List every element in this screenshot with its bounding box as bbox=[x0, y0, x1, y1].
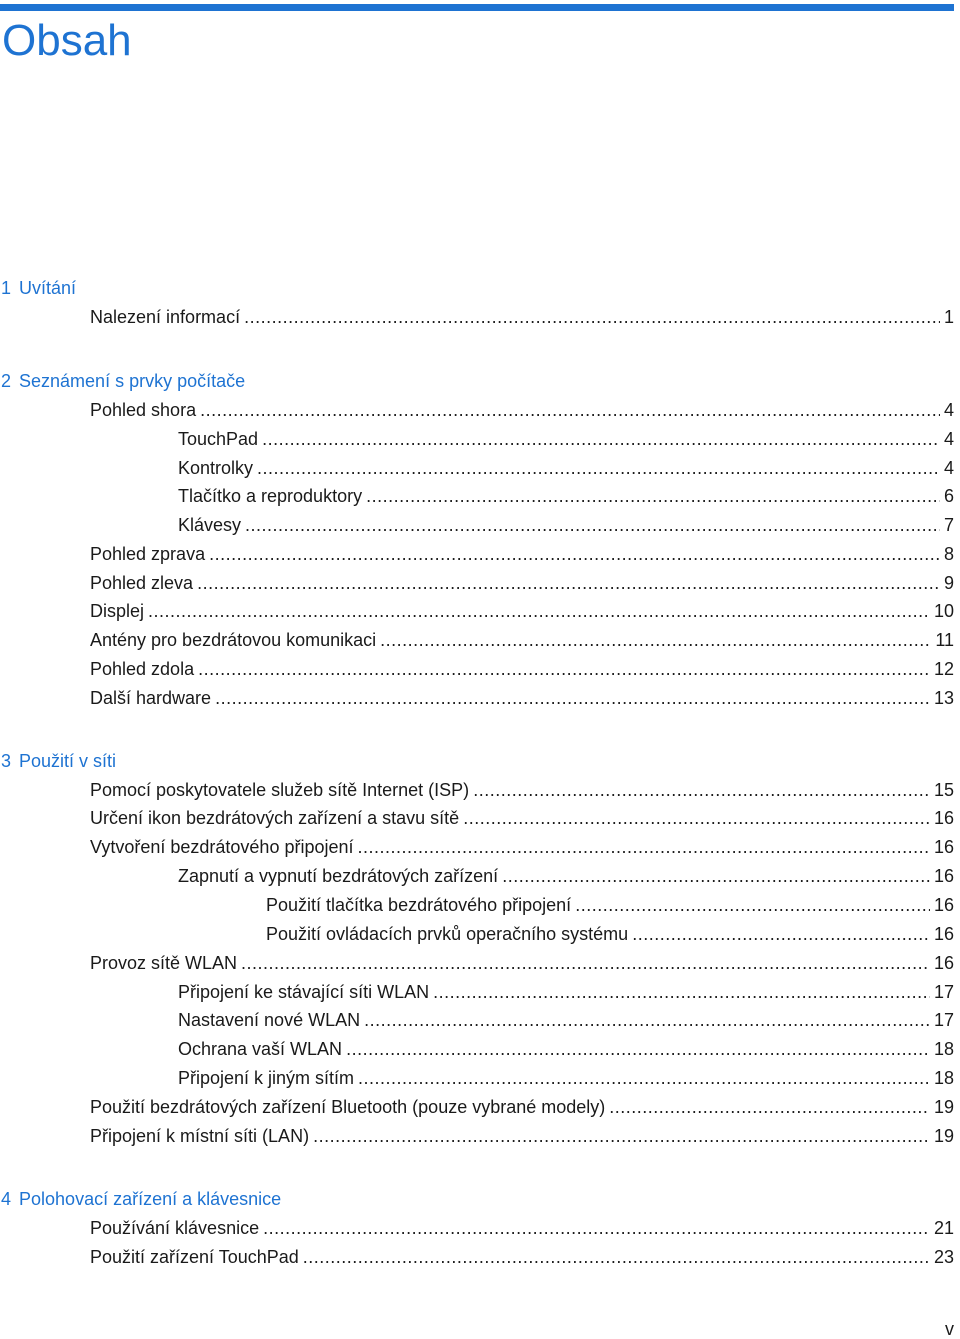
entry-label: Tlačítko a reproduktory bbox=[178, 486, 363, 506]
entry-label: Vytvoření bezdrátového připojení bbox=[90, 837, 354, 857]
dot-leader bbox=[463, 806, 930, 830]
toc-chapter-1[interactable] bbox=[1, 276, 954, 300]
dot-leader bbox=[358, 1066, 930, 1090]
entry-label: Použití ovládacích prvků operačního systému bbox=[266, 924, 629, 944]
entry-label: Používání klávesnice bbox=[90, 1218, 260, 1238]
dot-leader bbox=[433, 980, 930, 1004]
toc-entry[interactable] bbox=[90, 806, 954, 830]
toc-entry[interactable] bbox=[90, 571, 954, 595]
entry-page: 23 bbox=[933, 1247, 954, 1267]
entry-page: 18 bbox=[933, 1039, 954, 1059]
page-number: v bbox=[945, 1319, 954, 1339]
entry-page: 7 bbox=[943, 515, 954, 535]
entry-page: 16 bbox=[933, 895, 954, 915]
dot-leader bbox=[241, 951, 930, 975]
entry-page: 13 bbox=[933, 688, 954, 708]
dot-leader bbox=[366, 484, 940, 508]
dot-leader bbox=[245, 513, 940, 537]
toc-entry[interactable] bbox=[178, 864, 954, 888]
entry-label: Připojení k jiným sítím bbox=[178, 1068, 355, 1088]
chapter-number: 4 bbox=[1, 1189, 12, 1209]
entry-page: 16 bbox=[933, 837, 954, 857]
entry-label: Použití tlačítka bezdrátového připojení bbox=[266, 895, 572, 915]
dot-leader bbox=[575, 893, 930, 917]
entry-page: 19 bbox=[933, 1097, 954, 1117]
entry-page: 16 bbox=[933, 808, 954, 828]
entry-label: Pomocí poskytovatele služeb sítě Internet (ISP) bbox=[90, 780, 470, 800]
entry-page: 16 bbox=[933, 953, 954, 973]
toc-entry[interactable] bbox=[90, 542, 954, 566]
toc-entry[interactable] bbox=[90, 1216, 954, 1240]
dot-leader bbox=[380, 628, 931, 652]
toc-entry[interactable] bbox=[178, 456, 954, 480]
entry-label: TouchPad bbox=[178, 429, 259, 449]
entry-label: Ochrana vaší WLAN bbox=[178, 1039, 343, 1059]
toc-chapter-4[interactable] bbox=[1, 1187, 954, 1211]
toc-entry[interactable] bbox=[90, 1124, 954, 1148]
chapter-title: Seznámení s prvky počítače bbox=[19, 371, 246, 391]
entry-page: 17 bbox=[933, 1010, 954, 1030]
toc-entry[interactable] bbox=[90, 398, 954, 422]
entry-page: 16 bbox=[933, 924, 954, 944]
toc-entry[interactable] bbox=[178, 980, 954, 1004]
dot-leader bbox=[502, 864, 930, 888]
entry-page: 6 bbox=[943, 486, 954, 506]
toc-entry[interactable] bbox=[178, 427, 954, 451]
entry-label: Kontrolky bbox=[178, 458, 254, 478]
dot-leader bbox=[263, 1216, 930, 1240]
entry-page: 4 bbox=[943, 458, 954, 478]
chapter-title: Použití v síti bbox=[19, 751, 117, 771]
title-rule bbox=[0, 4, 954, 11]
entry-page: 21 bbox=[933, 1218, 954, 1238]
dot-leader bbox=[148, 599, 930, 623]
entry-page: 17 bbox=[933, 982, 954, 1002]
toc-chapter-3[interactable] bbox=[1, 749, 954, 773]
entry-page: 1 bbox=[943, 307, 954, 327]
dot-leader bbox=[200, 398, 940, 422]
toc-entry[interactable] bbox=[90, 305, 954, 329]
entry-page: 4 bbox=[943, 400, 954, 420]
entry-label: Displej bbox=[90, 601, 145, 621]
toc-entry[interactable] bbox=[266, 893, 954, 917]
dot-leader bbox=[473, 778, 930, 802]
entry-page: 4 bbox=[943, 429, 954, 449]
chapter-title: Polohovací zařízení a klávesnice bbox=[19, 1189, 282, 1209]
toc-entry[interactable] bbox=[178, 484, 954, 508]
entry-page: 15 bbox=[933, 780, 954, 800]
entry-label: Nastavení nové WLAN bbox=[178, 1010, 361, 1030]
dot-leader bbox=[215, 686, 930, 710]
toc-entry[interactable] bbox=[90, 657, 954, 681]
entry-page: 18 bbox=[933, 1068, 954, 1088]
toc-entry[interactable] bbox=[90, 835, 954, 859]
entry-label: Pohled zleva bbox=[90, 573, 194, 593]
entry-label: Připojení k místní síti (LAN) bbox=[90, 1126, 310, 1146]
entry-label: Určení ikon bezdrátových zařízení a stavu sítě bbox=[90, 808, 460, 828]
toc-entry[interactable] bbox=[178, 1037, 954, 1061]
chapter-number: 2 bbox=[1, 371, 12, 391]
page-title: Obsah bbox=[2, 16, 132, 65]
dot-leader bbox=[197, 571, 940, 595]
entry-page: 9 bbox=[943, 573, 954, 593]
dot-leader bbox=[346, 1037, 930, 1061]
dot-leader bbox=[303, 1245, 930, 1269]
dot-leader bbox=[262, 427, 940, 451]
toc-entry[interactable] bbox=[90, 951, 954, 975]
toc-entry[interactable] bbox=[90, 1095, 954, 1119]
entry-label: Nalezení informací bbox=[90, 307, 241, 327]
chapter-title: Uvítání bbox=[19, 278, 77, 298]
entry-label: Použití bezdrátových zařízení Bluetooth (pouze vybrané modely) bbox=[90, 1097, 606, 1117]
entry-label: Připojení ke stávající síti WLAN bbox=[178, 982, 430, 1002]
entry-label: Zapnutí a vypnutí bezdrátových zařízení bbox=[178, 866, 499, 886]
toc-entry[interactable] bbox=[178, 1008, 954, 1032]
entry-label: Další hardware bbox=[90, 688, 212, 708]
entry-page: 16 bbox=[933, 866, 954, 886]
entry-label: Pohled zprava bbox=[90, 544, 206, 564]
entry-page: 12 bbox=[933, 659, 954, 679]
toc-entry[interactable] bbox=[178, 1066, 954, 1090]
toc-entry[interactable] bbox=[90, 686, 954, 710]
toc-entry[interactable] bbox=[90, 778, 954, 802]
toc-entry[interactable] bbox=[266, 922, 954, 946]
entry-page: 8 bbox=[943, 544, 954, 564]
chapter-number: 1 bbox=[1, 278, 12, 298]
dot-leader bbox=[632, 922, 930, 946]
entry-label: Antény pro bezdrátovou komunikaci bbox=[90, 630, 377, 650]
toc-entry[interactable] bbox=[90, 599, 954, 623]
toc-entry[interactable] bbox=[90, 628, 954, 652]
dot-leader bbox=[609, 1095, 930, 1119]
entry-page: 11 bbox=[935, 630, 954, 650]
entry-label: Použití zařízení TouchPad bbox=[90, 1247, 299, 1267]
dot-leader bbox=[198, 657, 930, 681]
toc-chapter-2[interactable] bbox=[1, 369, 954, 393]
toc-entry[interactable] bbox=[178, 513, 954, 537]
toc-entry[interactable] bbox=[90, 1245, 954, 1269]
dot-leader bbox=[364, 1008, 930, 1032]
dot-leader bbox=[244, 305, 940, 329]
dot-leader bbox=[257, 456, 940, 480]
dot-leader bbox=[209, 542, 940, 566]
entry-label: Provoz sítě WLAN bbox=[90, 953, 238, 973]
entry-label: Pohled shora bbox=[90, 400, 197, 420]
entry-page: 19 bbox=[933, 1126, 954, 1146]
entry-page: 10 bbox=[933, 601, 954, 621]
entry-label: Klávesy bbox=[178, 515, 242, 535]
chapter-number: 3 bbox=[1, 751, 12, 771]
dot-leader bbox=[313, 1124, 930, 1148]
entry-label: Pohled zdola bbox=[90, 659, 195, 679]
dot-leader bbox=[358, 835, 930, 859]
